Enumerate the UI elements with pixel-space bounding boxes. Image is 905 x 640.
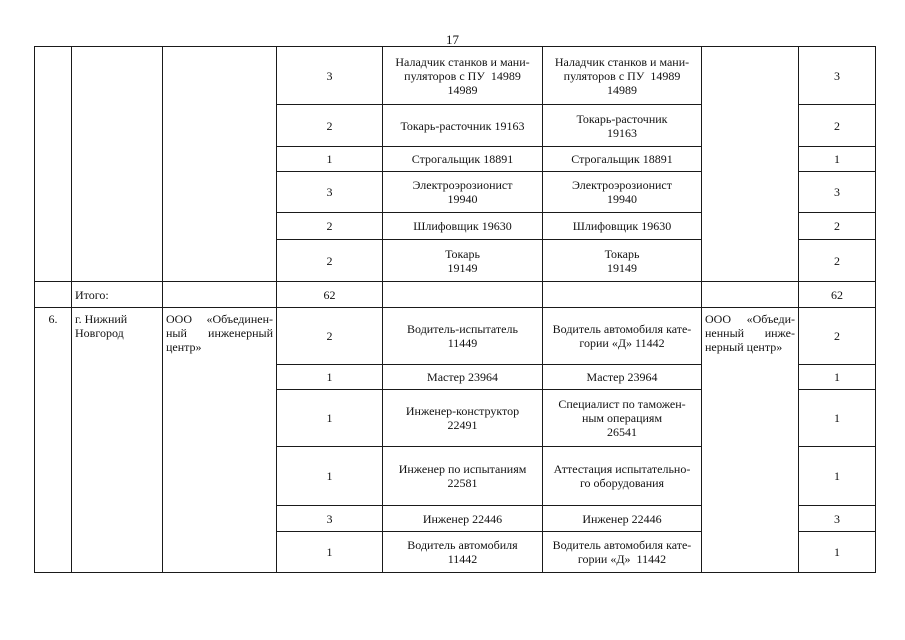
cell-profession-a: Водитель автомобиля 11442 [383,532,543,573]
cell-org [163,282,277,308]
cell-count: 1 [277,447,383,506]
cell-profession-b: Инженер 22446 [543,506,702,532]
cell-profession-a: Токарь-расточник 19163 [383,105,543,147]
cell-total: 1 [799,147,876,172]
cell-count: 1 [277,147,383,172]
cell-count: 2 [277,213,383,240]
cell-count: 2 [277,308,383,365]
section-org: ООО «Объединен- ный инженерный центр» [163,308,277,573]
cell-city [72,47,163,282]
subtotal-total: 62 [799,282,876,308]
cell-count: 2 [277,105,383,147]
cell-count: 3 [277,506,383,532]
cell-profession-b [543,282,702,308]
cell-profession-a: Инженер по испытаниям 22581 [383,447,543,506]
page-number: 17 [446,32,459,47]
cell-profession-b: Токарь-расточник 19163 [543,105,702,147]
cell-profession-b: Токарь 19149 [543,240,702,282]
cell-profession-b: Водитель автомобиля кате- гории «Д» 11442 [543,308,702,365]
section-number: 6. [35,308,72,573]
cell-profession-a: Мастер 23964 [383,365,543,390]
cell-total: 2 [799,308,876,365]
cell-count: 3 [277,172,383,213]
cell-count: 1 [277,365,383,390]
cell-profession-a: Водитель-испытатель 11449 [383,308,543,365]
cell-profession-b: Мастер 23964 [543,365,702,390]
cell-count: 1 [277,532,383,573]
cell-total: 1 [799,447,876,506]
cell-profession-b: Аттестация испытательно- го оборудования [543,447,702,506]
subtotal-label: Итого: [72,282,163,308]
cell-count: 3 [277,47,383,105]
cell-number [35,282,72,308]
cell-profession-a: Инженер 22446 [383,506,543,532]
cell-profession-a: Наладчик станков и мани- пуляторов с ПУ 14989 14989 [383,47,543,105]
table-row [35,47,876,105]
cell-profession-a: Строгальщик 18891 [383,147,543,172]
section-city: г. Нижний Новгород [72,308,163,573]
cell-total: 2 [799,213,876,240]
cell-org [163,47,277,282]
cell-profession-b: Водитель автомобиля кате- гории «Д» 11442 [543,532,702,573]
section-org-b: ООО «Объеди- ненный инже- нерный центр» [702,308,799,573]
cell-profession-a: Токарь 19149 [383,240,543,282]
cell-total: 3 [799,506,876,532]
staffing-table [34,46,876,573]
cell-profession-b: Строгальщик 18891 [543,147,702,172]
cell-total: 3 [799,47,876,105]
cell-org-b [702,282,799,308]
cell-profession-a: Электроэрозионист 19940 [383,172,543,213]
cell-org-b [702,47,799,282]
cell-profession-b: Шлифовщик 19630 [543,213,702,240]
cell-count: 1 [277,390,383,447]
cell-total: 1 [799,532,876,573]
cell-profession-a [383,282,543,308]
cell-number [35,47,72,282]
cell-profession-a: Инженер-конструктор 22491 [383,390,543,447]
cell-profession-a: Шлифовщик 19630 [383,213,543,240]
cell-total: 1 [799,390,876,447]
cell-profession-b: Электроэрозионист 19940 [543,172,702,213]
cell-total: 3 [799,172,876,213]
cell-total: 2 [799,240,876,282]
subtotal-count: 62 [277,282,383,308]
subtotal-row [35,282,876,308]
cell-count: 2 [277,240,383,282]
cell-profession-b: Наладчик станков и мани- пуляторов с ПУ 14989 14989 [543,47,702,105]
table-row [35,308,876,365]
cell-total: 2 [799,105,876,147]
cell-profession-b: Специалист по таможен- ным операциям 26541 [543,390,702,447]
cell-total: 1 [799,365,876,390]
